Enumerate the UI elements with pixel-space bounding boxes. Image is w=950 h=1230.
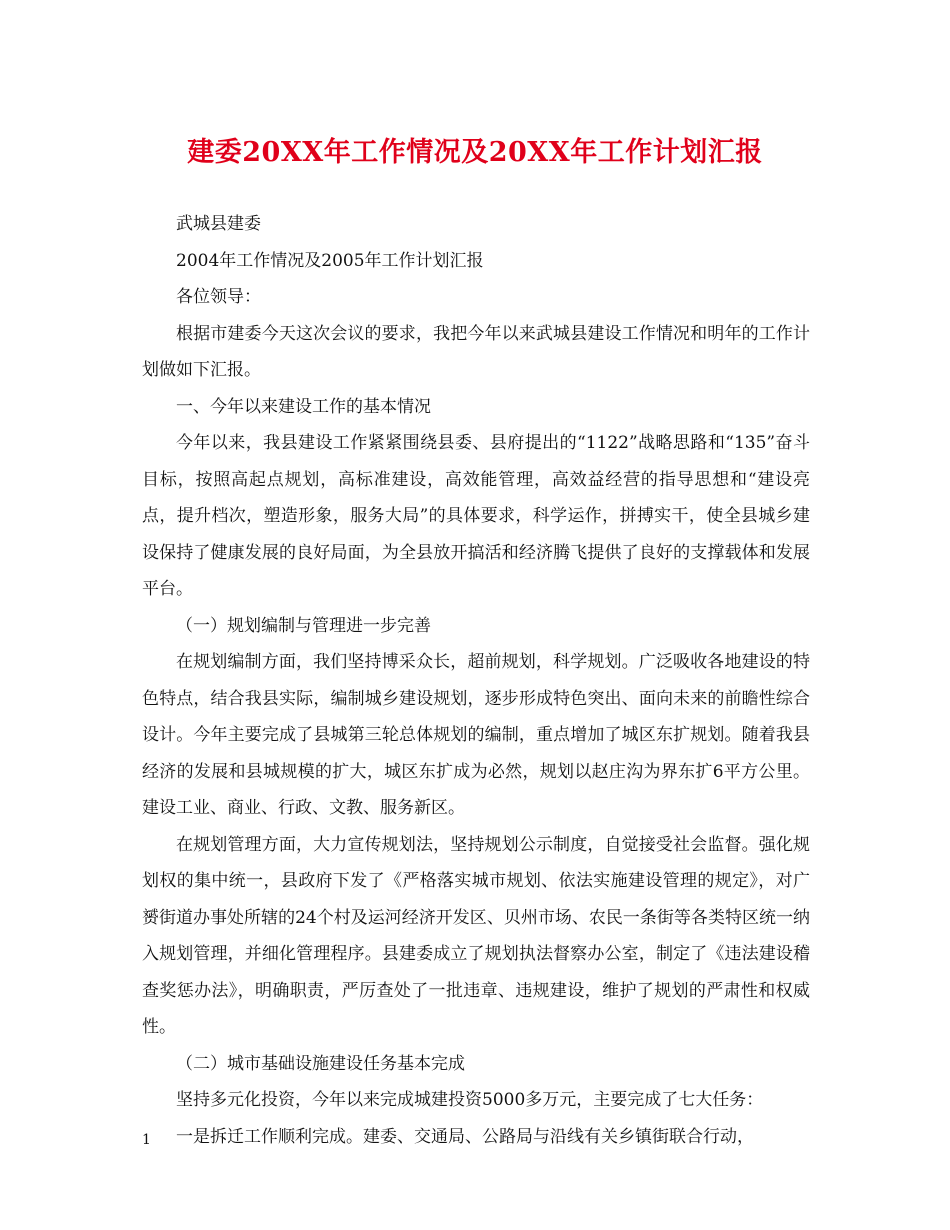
subsection-heading: （二）城市基础设施建设任务基本完成 xyxy=(176,1053,465,1074)
paragraph: 坚持多元化投资，今年以来完成城建投资5000多万元，主要完成了七大任务： xyxy=(176,1090,764,1110)
subsection-heading: （一）规划编制与管理进一步完善 xyxy=(176,615,431,636)
document-body xyxy=(142,206,810,1155)
paragraph: 今年以来，我县建设工作紧紧围绕县委、县府提出的“1122”战略思路和“135”奋斗目标，按照高起点规划，高标准建设，高效能管理，高效益经营的指导思想和“建设亮点，提升档次，塑造形象，服务大局”的具体要求，科学运作，拼搏实干，使全县城乡建设保持了健康发展的良好局面，为全县放开搞活和经济腾飞提供了良好的支撑载体和发展平台。 xyxy=(142,433,810,599)
paragraph: 在规划管理方面，大力宣传规划法，坚持规划公示制度，自觉接受社会监督。强化规划权的集中统一，县政府下发了《严格落实城市规划、依法实施建设管理的规定》，对广赟街道办事处所辖的24个村及运河经济开发区、贝州市场、农民一条街等各类特区统一纳入规划管理，并细化管理程序。县建委成立了规划执法督察办公室，制定了《违法建设稽查奖惩办法》，明确职责，严厉查处了一批违章、违规建设，维护了规划的严肃性和权威性。 xyxy=(142,834,810,1037)
section-heading: 一、今年以来建设工作的基本情况 xyxy=(176,396,431,417)
paragraph-salutation: 各位领导： xyxy=(176,287,261,307)
page-number: 1 xyxy=(142,1132,151,1148)
paragraph-author: 武城县建委 xyxy=(176,214,261,234)
paragraph: 根据市建委今天这次会议的要求，我把今年以来武城县建设工作情况和明年的工作计划做如下汇报。 xyxy=(142,323,810,380)
paragraph: 在规划编制方面，我们坚持博采众长，超前规划，科学规划。广泛吸收各地建设的特色特点，结合我县实际，编制城乡建设规划，逐步形成特色突出、面向未来的前瞻性综合设计。今年主要完成了县城第三轮总体规划的编制，重点增加了城区东扩规划。随着我县经济的发展和县城规模的扩大，城区东扩成为必然，规划以赵庄沟为界东扩6平方公里。建设工业、商业、行政、文教、服务新区。 xyxy=(142,652,810,818)
document-title: 建委20XX年工作情况及20XX年工作计划汇报 xyxy=(187,137,763,168)
paragraph-subtitle: 2004年工作情况及2005年工作计划汇报 xyxy=(176,250,484,271)
paragraph: 一是拆迁工作顺利完成。建委、交通局、公路局与沿线有关乡镇街联合行动， xyxy=(176,1126,754,1147)
